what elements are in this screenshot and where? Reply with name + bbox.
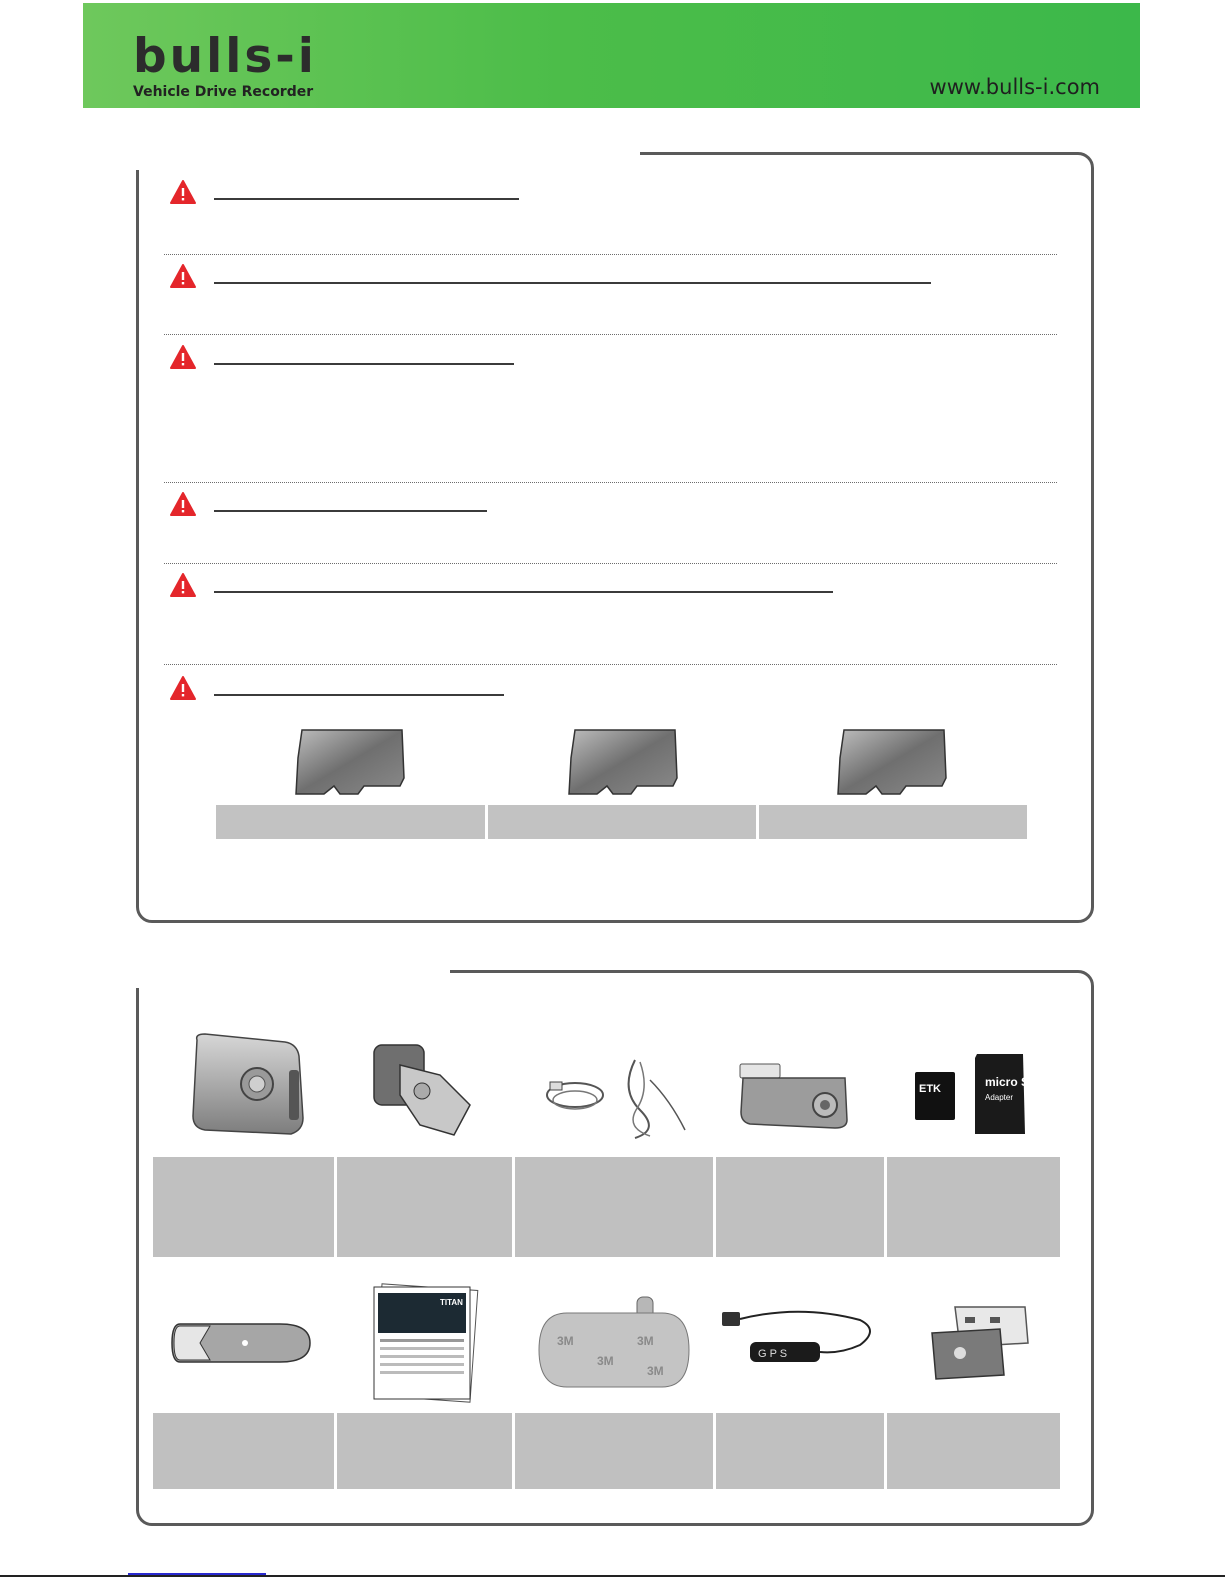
microsd-adapter-image bbox=[913, 1052, 1038, 1137]
brand-logo: bulls-i bbox=[133, 29, 317, 84]
item-label-cell bbox=[515, 1157, 713, 1257]
item-label-cell bbox=[153, 1413, 334, 1489]
rear-camera-image bbox=[735, 1060, 850, 1130]
microsd-logo-text: micro SD bbox=[985, 1075, 1038, 1089]
warning-triangle-icon bbox=[170, 492, 196, 516]
3m-text: 3M bbox=[557, 1334, 574, 1348]
adapter-label-text: Adapter bbox=[985, 1093, 1014, 1102]
item-label-cell bbox=[337, 1157, 512, 1257]
warning-heading-2 bbox=[214, 282, 931, 284]
sticker-cover-image bbox=[170, 1318, 315, 1368]
website-link[interactable]: www.bulls-i.com bbox=[929, 75, 1100, 99]
gps-label-text: G P S bbox=[758, 1348, 788, 1360]
item-label-cell bbox=[515, 1413, 713, 1489]
item-label-cell bbox=[716, 1413, 884, 1489]
item-label-cell bbox=[337, 1413, 512, 1489]
3m-text: 3M bbox=[647, 1364, 664, 1378]
adhesive-pad-3m-image bbox=[537, 1295, 690, 1390]
dashcam-main-unit-image bbox=[185, 1030, 310, 1140]
item-label-cell bbox=[153, 1157, 334, 1257]
sd-label-cell bbox=[488, 805, 756, 839]
separator bbox=[164, 563, 1057, 564]
warning-triangle-icon bbox=[170, 264, 196, 288]
power-cables-image bbox=[540, 1050, 690, 1140]
microsd-card-icon bbox=[565, 728, 680, 798]
warning-heading-6 bbox=[214, 694, 504, 696]
separator bbox=[164, 482, 1057, 483]
guide-title-text: TITAN bbox=[440, 1298, 463, 1307]
warning-triangle-icon bbox=[170, 345, 196, 369]
3m-text: 3M bbox=[597, 1354, 614, 1368]
gps-module-image bbox=[720, 1300, 880, 1375]
item-label-cell bbox=[887, 1157, 1060, 1257]
usb-connector-image bbox=[930, 1303, 1030, 1383]
sd-label-cell bbox=[759, 805, 1027, 839]
warning-heading-1 bbox=[214, 198, 519, 200]
sd-label-cell bbox=[216, 805, 485, 839]
warning-triangle-icon bbox=[170, 573, 196, 597]
brand-subtitle: Vehicle Drive Recorder bbox=[133, 84, 314, 100]
warning-heading-4 bbox=[214, 510, 487, 512]
panel-title-gap bbox=[120, 958, 450, 988]
item-label-cell bbox=[716, 1157, 884, 1257]
warning-triangle-icon bbox=[170, 180, 196, 204]
separator bbox=[164, 334, 1057, 335]
warning-triangle-icon bbox=[170, 676, 196, 700]
microsd-card-icon bbox=[292, 728, 407, 798]
separator bbox=[164, 254, 1057, 255]
user-guide-image bbox=[370, 1283, 480, 1403]
item-label-cell bbox=[887, 1413, 1060, 1489]
panel-title-gap bbox=[120, 140, 640, 170]
mount-bracket-image bbox=[370, 1025, 478, 1143]
3m-text: 3M bbox=[637, 1334, 654, 1348]
footer-rule bbox=[0, 1575, 1225, 1577]
header-banner bbox=[83, 3, 1140, 108]
footer-link-underline[interactable] bbox=[128, 1573, 266, 1575]
etk-brand-text: ETK bbox=[919, 1083, 941, 1095]
microsd-card-icon bbox=[834, 728, 949, 798]
warning-heading-5 bbox=[214, 591, 833, 593]
separator bbox=[164, 664, 1057, 665]
warning-heading-3 bbox=[214, 363, 514, 365]
